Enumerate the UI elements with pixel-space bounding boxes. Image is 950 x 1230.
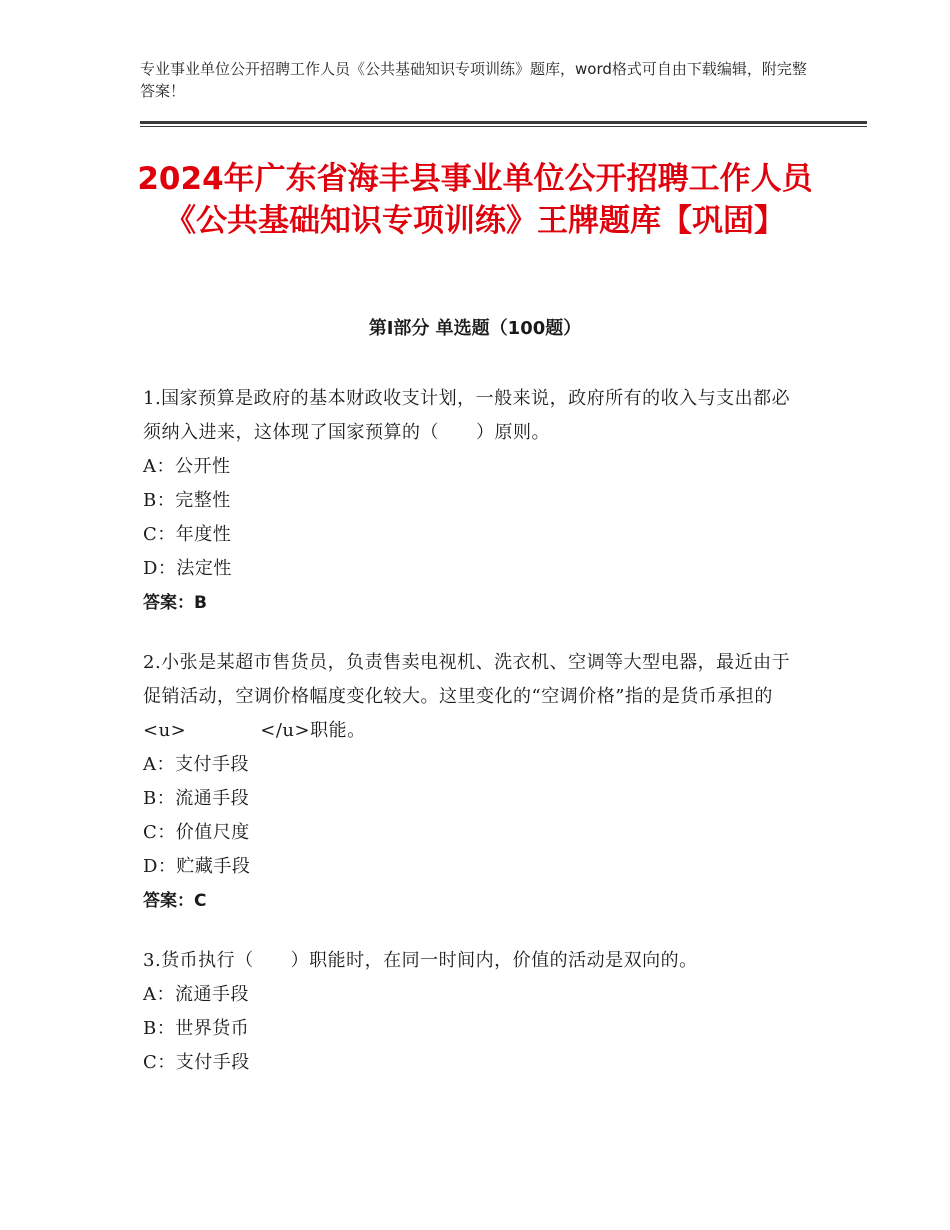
option-b: B：完整性 [143,490,231,511]
document-title: 2024年广东省海丰县事业单位公开招聘工作人员《公共基础知识专项训练》王牌题库【巩固】 [137,161,813,239]
option-a: A：流通手段 [143,984,249,1005]
question-1 [143,382,803,620]
answer: 答案：B [143,593,207,613]
question-stem: 3.货币执行（ ）职能时，在同一时间内，价值的活动是双向的。 [143,950,698,971]
option-c: C：年度性 [143,524,232,545]
option-d: D：法定性 [143,558,232,579]
question-2 [143,646,803,918]
answer: 答案：C [143,891,207,911]
question-list [143,382,803,1106]
header-divider-thick [140,121,867,124]
header-divider-thin [140,126,867,127]
option-a: A：支付手段 [143,754,249,775]
question-stem: 2.小张是某超市售货员，负责售卖电视机、洗衣机、空调等大型电器，最近由于促销活动，空调价格幅度变化较大。这里变化的“空调价格”指的是货币承担的<u> </u>职能。 [143,652,791,741]
option-b: B：流通手段 [143,788,250,809]
option-b: B：世界货币 [143,1018,250,1039]
header-note: 专业事业单位公开招聘工作人员《公共基础知识专项训练》题库，word格式可自由下载编辑，附完整答案！ [140,60,807,100]
option-c: C：支付手段 [143,1052,250,1073]
question-3 [143,944,803,1080]
option-a: A：公开性 [143,456,231,477]
option-d: D：贮藏手段 [143,856,251,877]
section-heading: 第Ⅰ部分 单选题（100题） [368,318,582,339]
question-stem: 1.国家预算是政府的基本财政收支计划，一般来说，政府所有的收入与支出都必须纳入进来，这体现了国家预算的（ ）原则。 [143,388,791,443]
option-c: C：价值尺度 [143,822,250,843]
